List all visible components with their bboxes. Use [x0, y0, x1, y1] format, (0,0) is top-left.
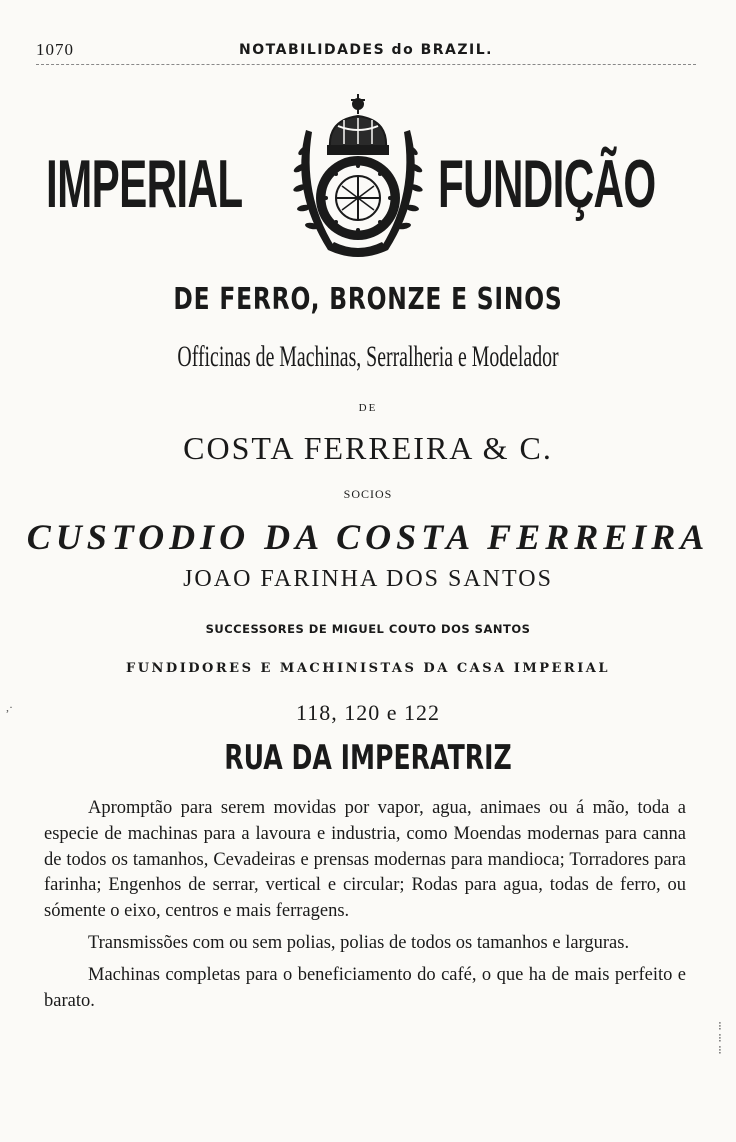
subtitle-de: DE: [358, 402, 378, 414]
street-name: RUA DA IMPERATRIZ: [224, 738, 512, 778]
page-header: [36, 40, 696, 66]
imperial-coat-of-arms-icon: [278, 90, 438, 270]
title-row: [0, 90, 736, 270]
body-paragraph-1: Apromptão para serem movidas por vapor, agua, animaes ou á mão, toda a especie de machinas para a lavoura e industria, como Moendas modernas para canna de todos os tamanhos, Cevadeiras e prensas modernas para mandioca; Torradores para farinha; Engenhos de serrar, vertical e circular; Rodas para agua, todas de ferro, ou sómente o eixo, centros e mais ferragens.: [44, 798, 686, 922]
body-paragraph-3: Machinas completas para o beneficiamento do café, o que ha de mais perfeito e barato.: [44, 964, 686, 1011]
title-fundicao: FUNDIÇÃO: [438, 146, 656, 222]
subtitle-metals: DE FERRO, BRONZE E SINOS: [173, 282, 563, 317]
running-title: NOTABILIDADES do BRAZIL.: [239, 42, 493, 58]
header-rule: [36, 64, 696, 65]
body-paragraph-2: Transmissões com ou sem polias, polias de todos os tamanhos e larguras.: [88, 932, 630, 953]
partner-name-1: CUSTODIO DA COSTA FERREIRA: [26, 517, 710, 557]
company-name: COSTA FERREIRA & C.: [183, 430, 553, 466]
page-number: 1070: [36, 40, 74, 59]
title-imperial: IMPERIAL: [46, 146, 243, 222]
subtitle-workshops: Officinas de Machinas, Serralheria e Modelador: [177, 340, 559, 373]
partner-name-2: JOAO FARINHA DOS SANTOS: [183, 566, 553, 592]
successors-line: SUCCESSORES DE MIGUEL COUTO DOS SANTOS: [205, 622, 531, 636]
advertisement-body: [44, 796, 686, 1020]
margin-mark: ,·: [6, 700, 13, 714]
partners-label: SOCIOS: [343, 487, 393, 501]
founders-line: FUNDIDORES E MACHINISTAS DA CASA IMPERIAL: [125, 661, 611, 676]
margin-mark-right: ⁝ ⁝ ⁝: [718, 1019, 722, 1057]
street-numbers: 118, 120 e 122: [296, 700, 440, 725]
